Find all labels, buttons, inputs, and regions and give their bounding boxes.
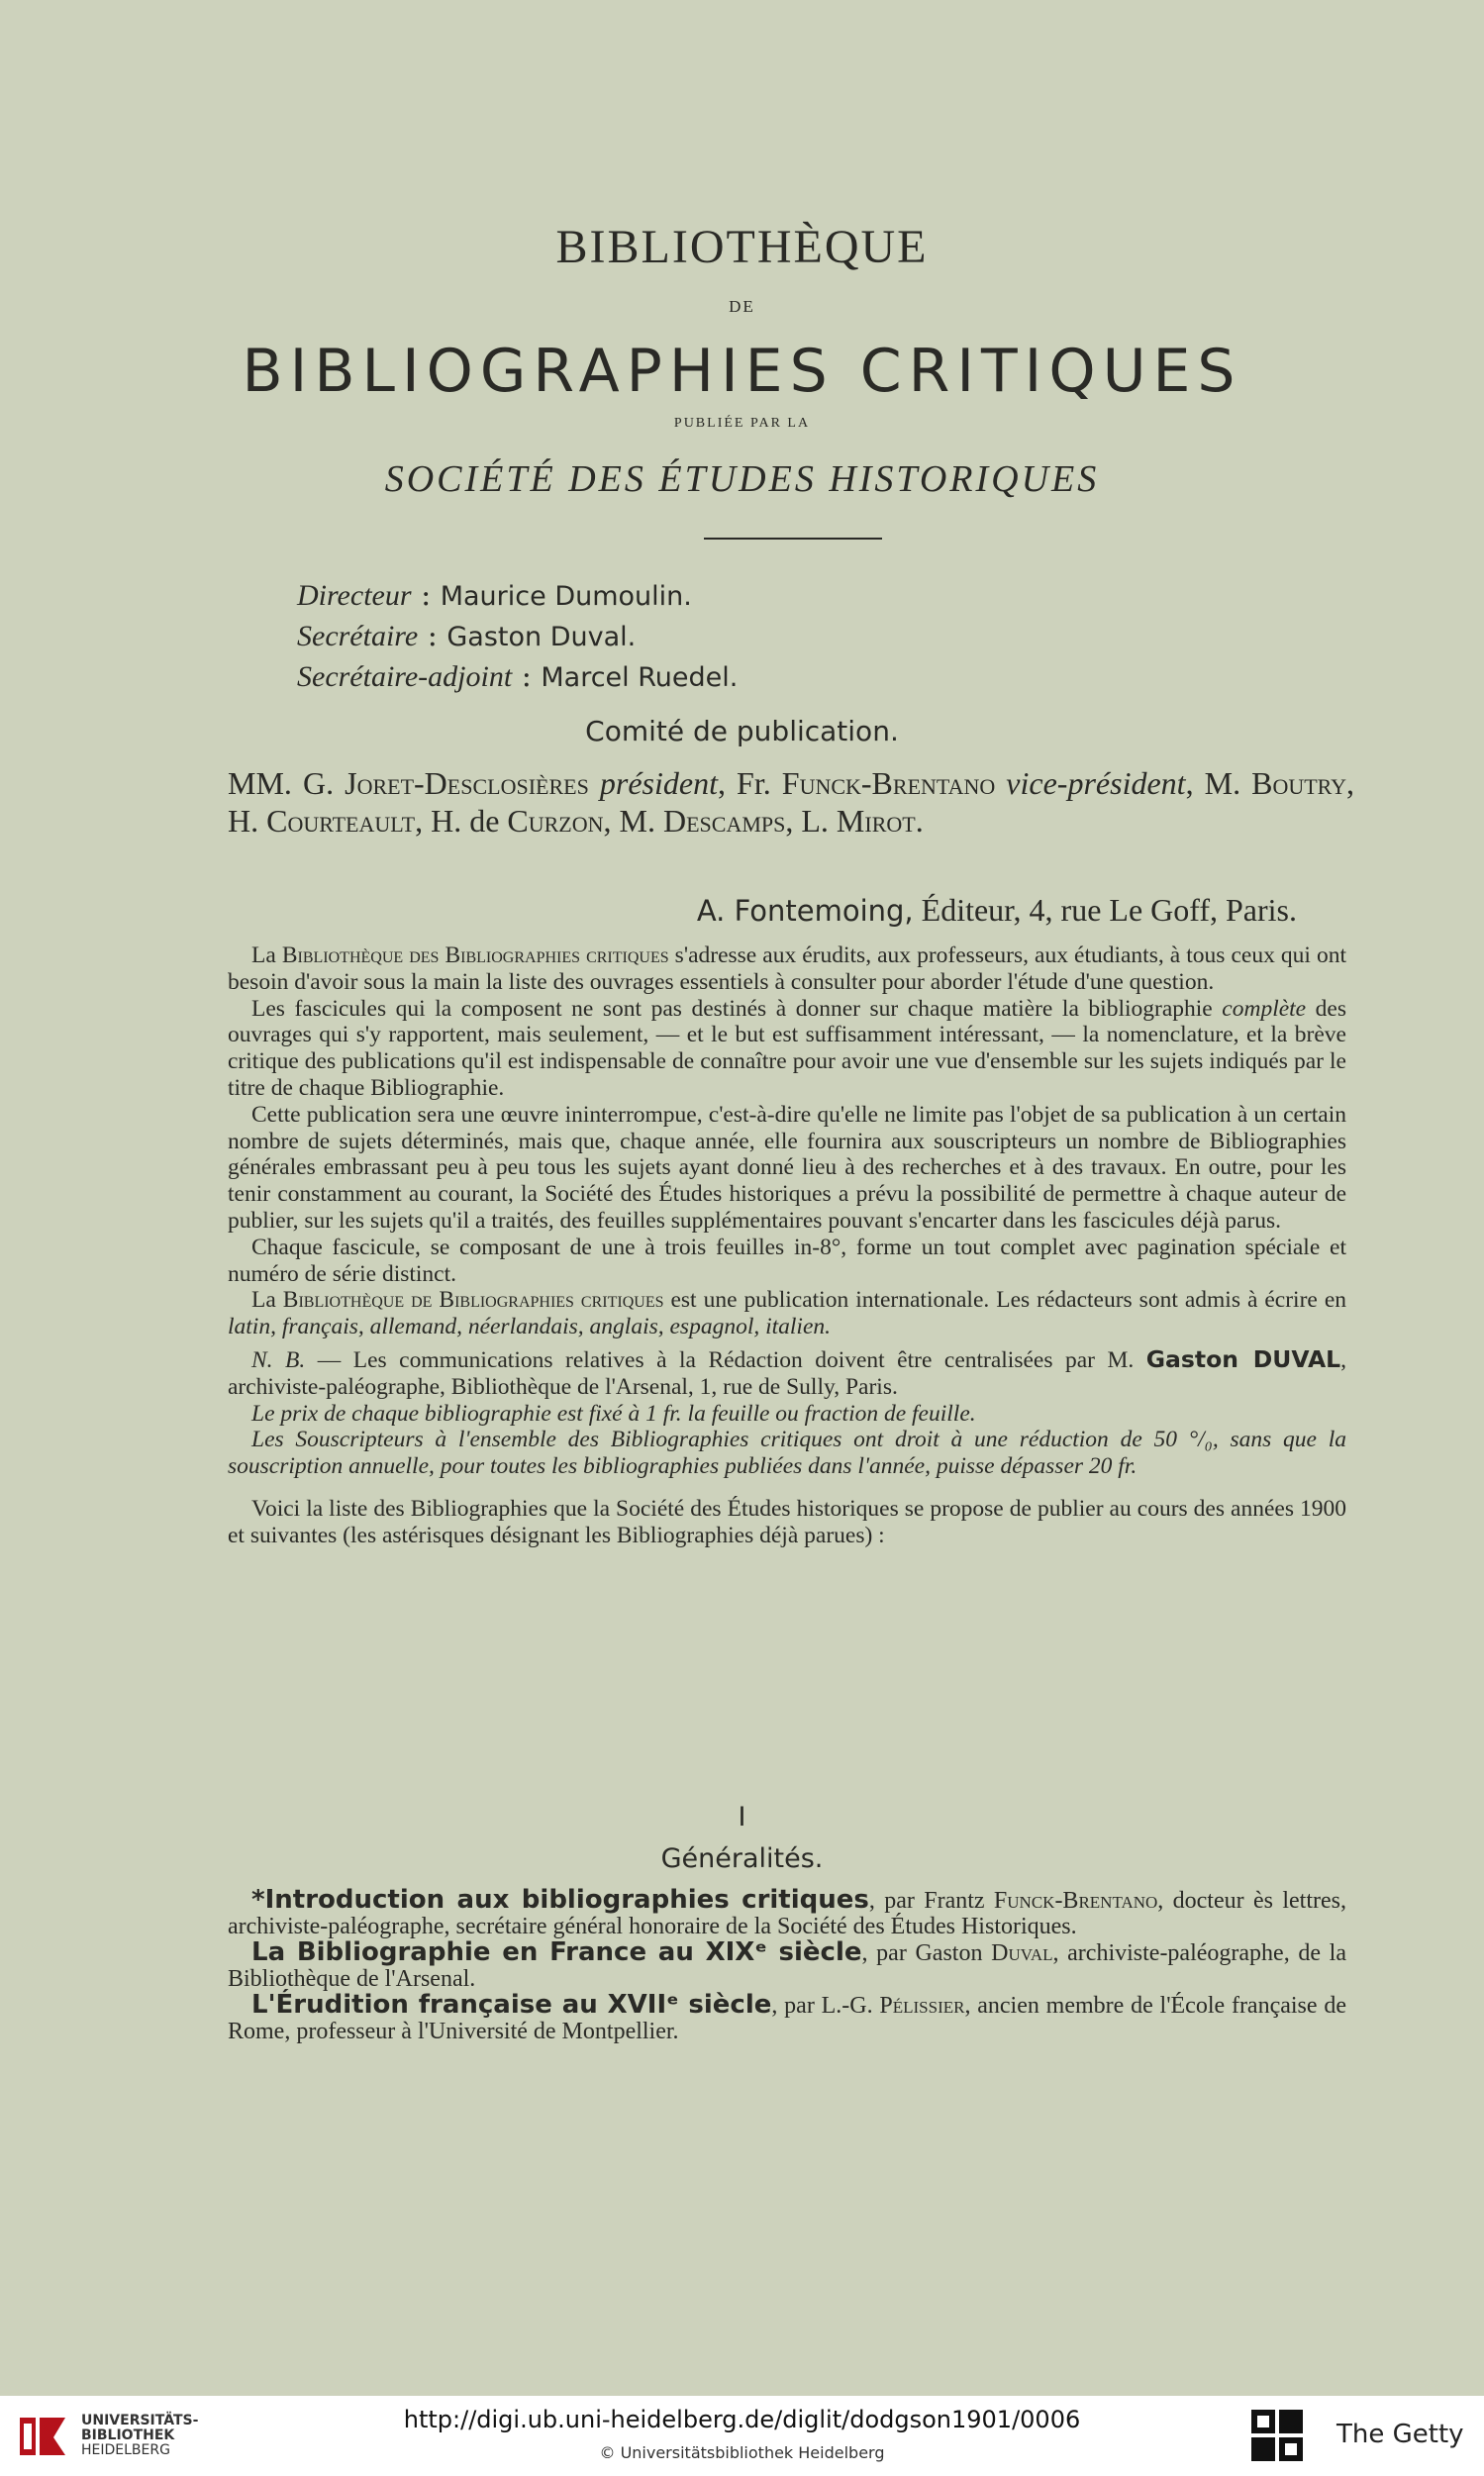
paragraph: Les Souscripteurs à l'ensemble des Bibliographies critiques ont droit à une réduction de 50 °/₀, sans que la souscription annuelle, pour toutes les bibliographies publiées dans l'année, puisse dépasser 20 fr. <box>228 1427 1346 1480</box>
member-name: Curzon <box>507 803 604 839</box>
entry-title: *Introduction aux bibliographies critiques <box>251 1885 869 1915</box>
entry-title: L'Érudition française au XVIIᵉ siècle <box>251 1990 772 2020</box>
getty-label: The Getty <box>1336 2420 1464 2449</box>
title-de: DE <box>729 297 755 316</box>
permalink-url[interactable]: http://digi.ub.uni-heidelberg.de/diglit/dodgson1901/0006 <box>403 2406 1081 2433</box>
paragraph: Le prix de chaque bibliographie est fixé à 1 fr. la feuille ou fraction de feuille. <box>251 1400 976 1427</box>
title-bibliotheque: BIBLIOTHÈQUE <box>555 221 929 273</box>
text: , par L.-G. <box>771 1993 880 2019</box>
editor-address: Éditeur, 4, rue Le Goff, Paris. <box>913 892 1297 928</box>
list-item <box>228 1992 1346 2044</box>
comite-heading: Comité de publication. <box>585 715 899 747</box>
entry-title: La Bibliographie en France au XIXᵉ siècle <box>251 1937 862 1967</box>
editor-name: A. Fontemoing, <box>696 894 914 928</box>
comite-text: , M. <box>1185 765 1252 801</box>
text: , par Frantz <box>868 1888 994 1914</box>
staff-secretaire-adjoint <box>297 659 738 694</box>
staff-secretaire <box>297 619 636 653</box>
text: Les fascicules qui la composent ne sont pas destinés à donner sur chaque matière la bibliographie <box>251 995 1223 1022</box>
paragraph <box>228 942 1346 996</box>
member-name: Boutry <box>1251 765 1347 801</box>
section-title: Généralités. <box>660 1843 824 1874</box>
text: latin, français, allemand, néerlandais, anglais, espagnol, italien. <box>228 1314 832 1340</box>
staff-name: Gaston Duval. <box>446 622 637 652</box>
text: La <box>251 1287 283 1314</box>
list-item <box>228 1887 1346 1939</box>
entries-list <box>228 1887 1346 2044</box>
viewer-footer <box>0 2396 1484 2476</box>
title-societe: SOCIÉTÉ DES ÉTUDES HISTORIQUES <box>384 458 1100 500</box>
member-name: Joret-Desclosières <box>345 765 589 801</box>
staff-role: Directeur <box>297 579 412 612</box>
staff-sep: : <box>418 619 447 653</box>
comite-members <box>228 764 1354 840</box>
member-name: Descamps <box>662 803 786 839</box>
paragraph: Voici la liste des Bibliographies que la Société des Études historiques se propose de publier au cours des années 1900 et suivantes (les astérisques désignant les Bibliographies déjà parues) : <box>228 1495 1346 1548</box>
list-item <box>228 1939 1346 1992</box>
paragraph <box>228 1287 1346 1340</box>
staff-directeur <box>297 578 692 613</box>
library-line: HEIDELBERG <box>81 2442 170 2458</box>
staff-name: Maurice Dumoulin. <box>440 581 692 612</box>
divider-rule <box>704 538 882 540</box>
text: Bibliothèque de Bibliographies critiques <box>282 1287 664 1314</box>
text: est une publication internationale. Les rédacteurs sont admis à écrire en <box>663 1287 1347 1314</box>
member-name: Courteault <box>266 803 416 839</box>
paragraph <box>228 996 1346 1102</box>
entry-author: Duval <box>991 1940 1053 1966</box>
text: La <box>251 942 282 968</box>
text: s'adresse aux érudits, aux professeurs, aux étudiants, à tous ceux qui ont besoin d'avoir sous la main la liste des ouvrages essentiels à consulter pour aborder l'étude d'une question. <box>228 942 1346 995</box>
text: — Les communications relatives à la Rédaction doivent être centralisées par M. <box>305 1346 1146 1373</box>
text: des ouvrages qui s'y rapportent, mais seulement, — et le but est suffisamment intéressant, — la nomenclature, et la brève critique des publications qu'il est indispensable de connaître pour avoir une vue d'ensemble sur les sujets indiqués par le titre de chaque Bibliographie. <box>228 995 1347 1101</box>
staff-sep: : <box>411 578 441 613</box>
staff-sep: : <box>512 659 542 694</box>
section-numeral: I <box>738 1802 746 1832</box>
staff-role: Secrétaire <box>297 620 419 652</box>
member-role: vice-président <box>995 765 1186 801</box>
text: , ancien membre de l'École française de Rome, professeur à l'Université de Montpellier. <box>228 1993 1346 2044</box>
member-name: Mirot <box>836 803 916 839</box>
entry-author: Pélissier <box>879 1993 965 2019</box>
copyright-notice: © Universitätsbibliothek Heidelberg <box>599 2443 885 2462</box>
comite-text: , M. <box>603 803 663 839</box>
text: , par Gaston <box>861 1940 992 1966</box>
text: , docteur ès lettres, archiviste-paléographe, secrétaire général honoraire de la Société des Études Historiques. <box>228 1888 1346 1939</box>
getty-logo-icon <box>1249 2408 1307 2463</box>
text: N. B. <box>251 1346 306 1373</box>
text: , archiviste-paléographe, Bibliothèque de l'Arsenal, 1, rue de Sully, Paris. <box>228 1346 1346 1400</box>
comite-text: , H. <box>228 765 1355 839</box>
editor-line <box>228 891 1297 930</box>
paragraph: Cette publication sera une œuvre ininterrompue, c'est-à-dire qu'elle ne limite pas l'objet de sa publication à un certain nombre de sujets déterminés, mais que, chaque année, elle fournira aux souscripteurs un nombre de Bibliographies générales embrassant peu à peu tous les sujets ayant donné lieu à des recherches et à des travaux. En outre, pour les tenir constamment au courant, la Société des Études historiques a prévu la possibilité de permettre à chaque auteur de publier, sur les sujets qu'il a traités, des feuilles supplémentaires pouvant s'encarter dans les fascicules déjà parus. <box>228 1101 1346 1234</box>
member-name: Funck-Brentano <box>781 765 996 801</box>
text: Gaston DUVAL <box>1145 1344 1341 1373</box>
comite-text: , Fr. <box>717 765 782 801</box>
library-line: UNIVERSITÄTS- <box>81 2413 199 2428</box>
comite-text: , H. de <box>415 803 508 839</box>
title-publiee-par-la: PUBLIÉE PAR LA <box>673 416 811 431</box>
paragraph: Chaque fascicule, se composant de une à trois feuilles in-8°, forme un tout complet avec pagination spéciale et numéro de série distinct. <box>228 1234 1346 1287</box>
paragraph <box>228 1346 1346 1401</box>
text: complète <box>1222 995 1307 1022</box>
title-bibliographies-critiques: BIBLIOGRAPHIES CRITIQUES <box>242 337 1242 406</box>
entry-author: Funck-Brentano <box>993 1888 1158 1914</box>
library-line: BIBLIOTHEK <box>81 2427 175 2443</box>
staff-name: Marcel Ruedel. <box>541 662 739 693</box>
member-role: président <box>588 765 718 801</box>
body-text <box>228 942 1346 1549</box>
text: Bibliothèque des Bibliographies critiques <box>281 942 669 968</box>
comite-text: . <box>915 803 924 839</box>
comite-text: MM. G. <box>228 765 346 801</box>
comite-text: , L. <box>785 803 837 839</box>
staff-role: Secrétaire-adjoint <box>297 660 513 693</box>
text: , archiviste-paléographe, de la Bibliothèque de l'Arsenal. <box>228 1940 1347 1992</box>
